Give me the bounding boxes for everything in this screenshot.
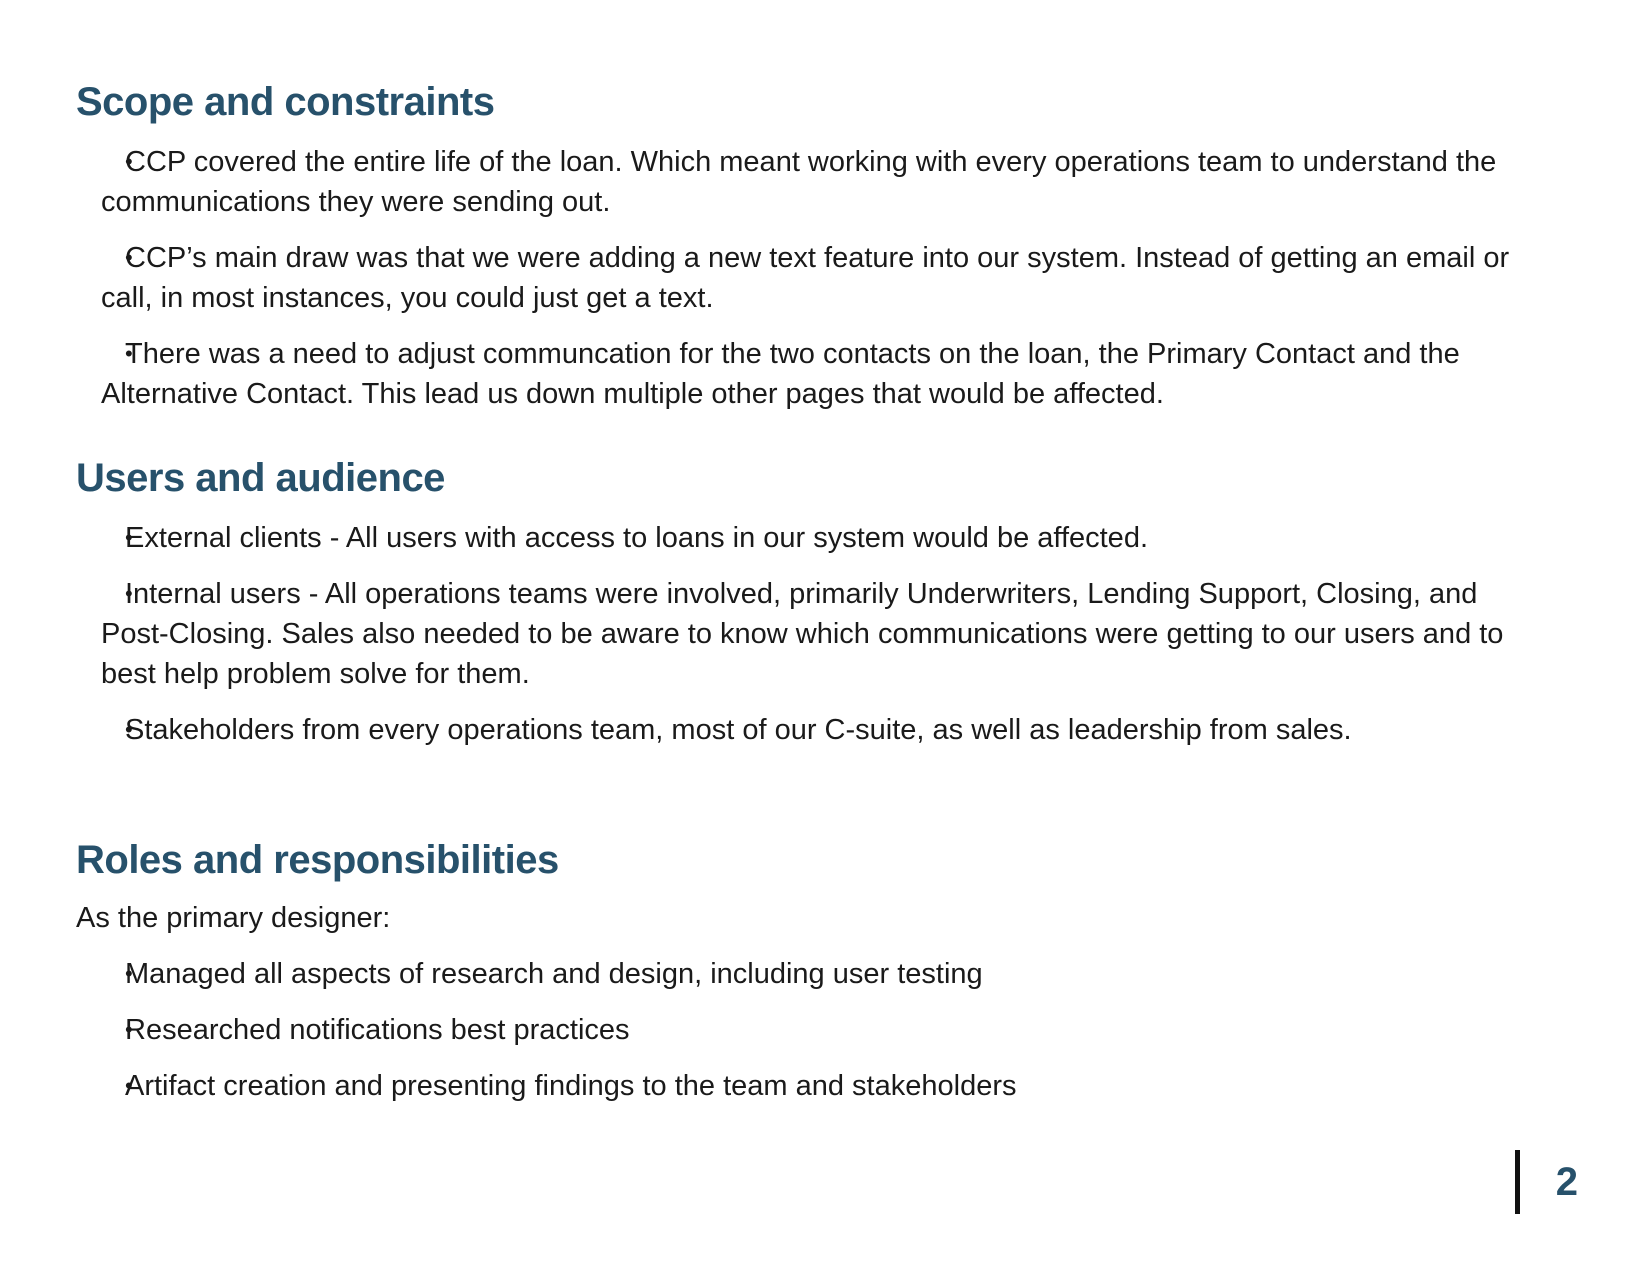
- scope-bullet-list: [76, 142, 1536, 414]
- list-item: • External clients - All users with access to loans in our system would be affected.: [101, 518, 1536, 558]
- roles-intro: As the primary designer:: [76, 902, 391, 934]
- page-divider: [1515, 1150, 1520, 1214]
- list-item: • CCP’s main draw was that we were adding a new text feature into our system. Instead of getting an email or call, in most instances, you could just get a text.: [101, 238, 1536, 318]
- page-footer: [1515, 1150, 1578, 1214]
- list-item: • CCP covered the entire life of the loan. Which meant working with every operations team to understand the communications they were sending out.: [101, 142, 1536, 222]
- document-page: [76, 70, 1536, 1106]
- list-item: • Managed all aspects of research and design, including user testing: [101, 954, 1536, 994]
- list-item: • There was a need to adjust communcation for the two contacts on the loan, the Primary Contact and the Alternative Contact. This lead us down multiple other pages that would be affected.: [101, 334, 1536, 414]
- scope-heading: Scope and constraints: [76, 80, 495, 124]
- page-number: 2: [1555, 1159, 1578, 1204]
- roles-heading: Roles and responsibilities: [76, 838, 559, 882]
- list-item: • Artifact creation and presenting findings to the team and stakeholders: [101, 1066, 1536, 1106]
- list-item: • Researched notifications best practices: [101, 1010, 1536, 1050]
- roles-bullet-list: [76, 954, 1536, 1106]
- users-heading: Users and audience: [76, 456, 445, 500]
- users-bullet-list: [76, 518, 1536, 750]
- list-item: • Stakeholders from every operations team, most of our C-suite, as well as leadership from sales.: [101, 710, 1536, 750]
- list-item: • Internal users - All operations teams were involved, primarily Underwriters, Lending Support, Closing, and Post-Closing. Sales also needed to be aware to know which communications were getting to our users and to best help problem solve for them.: [101, 574, 1536, 694]
